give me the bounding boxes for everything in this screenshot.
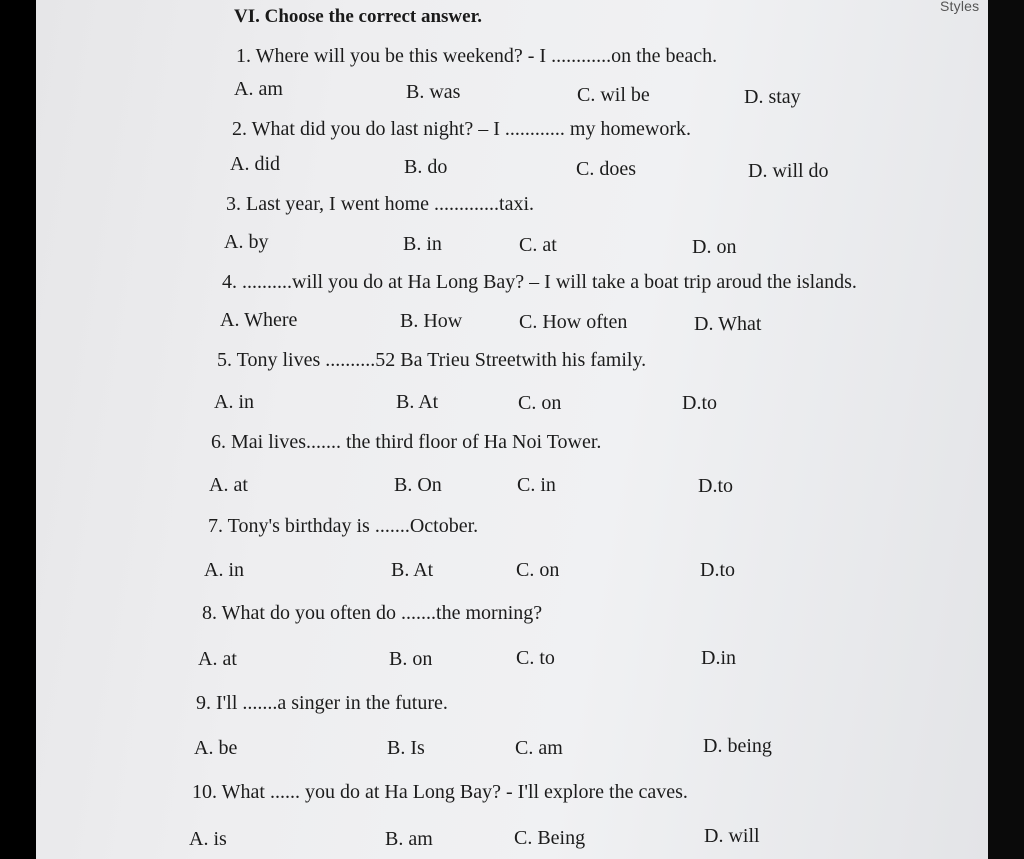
q10-option-a: A. is — [189, 828, 227, 850]
q6-option-d: D.to — [698, 475, 733, 497]
q4-option-c: C. How often — [519, 311, 628, 333]
question-9: 9. I'll .......a singer in the future. — [196, 692, 448, 714]
q7-option-a: A. in — [204, 559, 244, 581]
question-3: 3. Last year, I went home .............taxi. — [226, 193, 535, 215]
q3-option-a: A. by — [224, 231, 269, 253]
document-page — [36, 0, 988, 859]
question-4: 4. ..........will you do at Ha Long Bay? – I will take a boat trip aroud the islands. — [222, 271, 857, 293]
dark-edge — [988, 0, 1024, 859]
q8-option-a: A. at — [198, 648, 237, 670]
q9-option-c: C. am — [515, 737, 563, 759]
section-heading: VI. Choose the correct answer. — [234, 6, 483, 27]
question-7: 7. Tony's birthday is .......October. — [208, 515, 479, 537]
q6-option-b: B. On — [394, 474, 442, 496]
q10-option-c: C. Being — [514, 827, 586, 849]
q1-option-b: B. was — [406, 81, 461, 103]
q8-option-b: B. on — [389, 648, 433, 670]
q1-option-a: A. am — [234, 78, 283, 100]
q9-option-d: D. being — [703, 735, 772, 757]
q8-option-d: D.in — [701, 647, 736, 669]
styles-label[interactable]: Styles — [940, 0, 980, 14]
q10-option-b: B. am — [385, 828, 433, 850]
q4-option-d: D. What — [694, 313, 762, 335]
q2-option-a: A. did — [230, 153, 280, 175]
question-5: 5. Tony lives ..........52 Ba Trieu Streetwith his family. — [217, 349, 647, 371]
q3-option-c: C. at — [519, 234, 557, 256]
q6-option-c: C. in — [517, 474, 556, 496]
q10-option-d: D. will — [704, 825, 760, 847]
question-6: 6. Mai lives....... the third floor of Ha Noi Tower. — [211, 431, 602, 453]
q1-option-c: C. wil be — [577, 84, 650, 106]
question-10: 10. What ...... you do at Ha Long Bay? - I'll explore the caves. — [192, 781, 688, 803]
q9-option-b: B. Is — [387, 737, 425, 759]
q4-option-b: B. How — [400, 310, 463, 332]
q3-option-b: B. in — [403, 233, 442, 255]
q2-option-d: D. will do — [748, 160, 829, 182]
q6-option-a: A. at — [209, 474, 248, 496]
q2-option-b: B. do — [404, 156, 448, 178]
q9-option-a: A. be — [194, 737, 238, 759]
question-1: 1. Where will you be this weekend? - I ............on the beach. — [236, 45, 718, 67]
q1-option-d: D. stay — [744, 86, 801, 108]
q2-option-c: C. does — [576, 158, 636, 180]
question-8: 8. What do you often do .......the morning? — [202, 602, 543, 624]
q5-option-b: B. At — [396, 391, 439, 413]
q4-option-a: A. Where — [220, 309, 298, 331]
q5-option-c: C. on — [518, 392, 562, 414]
q5-option-a: A. in — [214, 391, 254, 413]
q7-option-b: B. At — [391, 559, 434, 581]
q7-option-c: C. on — [516, 559, 560, 581]
q5-option-d: D.to — [682, 392, 717, 414]
q7-option-d: D.to — [700, 559, 735, 581]
q8-option-c: C. to — [516, 647, 555, 669]
q3-option-d: D. on — [692, 236, 737, 258]
question-2: 2. What did you do last night? – I ............ my homework. — [232, 118, 692, 140]
